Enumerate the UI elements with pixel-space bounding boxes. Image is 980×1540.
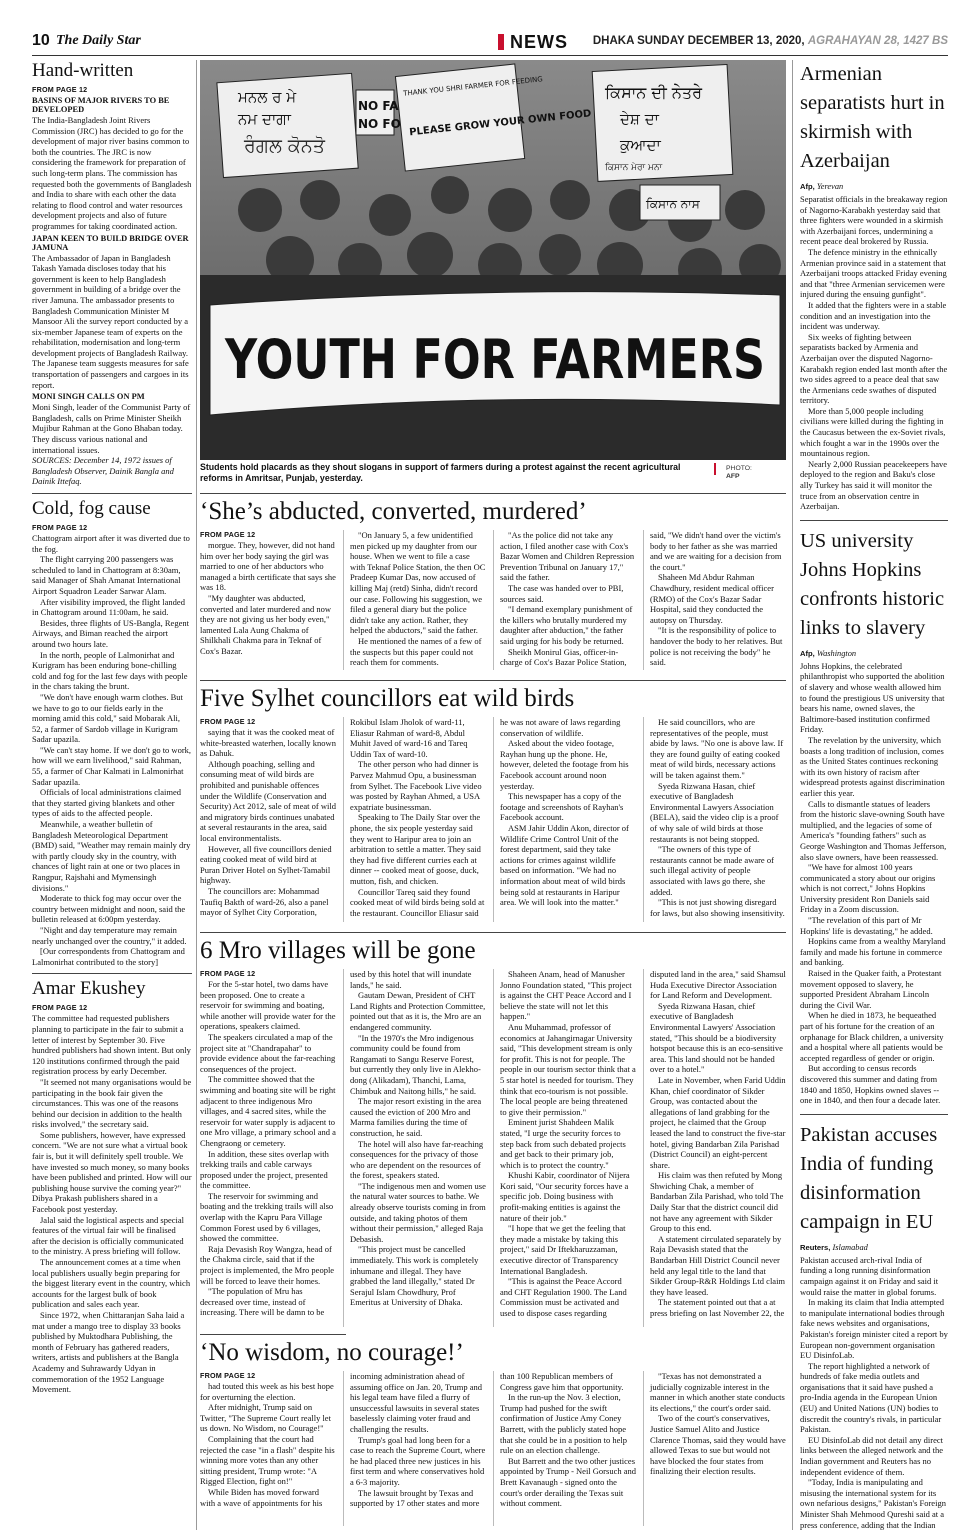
paragraph: The speakers circulated a map of the project site at "Chandrapahar" to provide evidence about the far-reaching consequences of the project. — [200, 1031, 336, 1074]
placard-text: ਦੇਸ਼ ਦਾ — [620, 110, 659, 128]
paragraph: "We can't stay home. If we don't go to work, how will we earn livelihood," said Rahman, 55, a farmer of Char Kalmati in Lalmonirhat Sadar upazila. — [32, 744, 192, 787]
paragraph: Raja Devasish Roy Wangza, head of the Chakma circle, said that if the project is implemented, the Mro people will be forced to leave their homes. — [200, 1243, 335, 1286]
sources-note: SOURCES: December 14, 1972 issues of Bangladesh Observer, Dainik Bangla and Dainik Ittefaq. — [32, 455, 174, 487]
dateline: DHAKA SUNDAY DECEMBER 13, 2020, AGRAHAYAN 28, 1427 BS — [592, 35, 948, 47]
divider — [32, 493, 192, 494]
paragraph: Speaking to The Daily Star over the phone, the six people yesterday said they went to Haripur area to join an arbitration to settle a matter. They said they had five different curries each at dinner -- cooked meat of goose, duck, mutton, fish, and chicken. — [350, 812, 481, 886]
paragraph: "Today, India is manipulating and misusing the international system for its own nefarious designs," Pakistan's Foreign Minister Shah Mehmood Qureshi said at a press conference, adding that the Indian — [800, 1477, 946, 1530]
paragraph: The flight carrying 200 passengers was scheduled to land in Chattogram at 8:30am, said Manager of Shah Amanat International Airport Squadron Leader Sarwar Alam. — [32, 554, 181, 596]
photo-credit: PHOTO: AFP — [726, 465, 752, 480]
paragraph: "On January 5, a few unidentified men picked up my daughter from our house. When we went to file a case with Teknaf Police Station, the then OC Pradeep Kumar Das, now accused of killing Maj (retd) Sinha, didn't record our case. Following his suggestion, we filed a general diary but the police didn't take any action. Rather, they helped the abductors," said the father. — [350, 530, 486, 636]
paragraph: This newspaper has a copy of the footage and screenshots of Rayhan's Facebook account. — [500, 791, 624, 823]
paragraph: Syeda Rizwana Hasan, chief executive of Bangladesh Environmental Lawyers' Association stated, "This should be a biodiversity hotspot because this is an eco-sensitive area. This land should not be handed over to a hotel." — [650, 1000, 783, 1075]
paragraph: had touted this week as his best hope for overturning the election. — [200, 1381, 334, 1402]
column-rule — [792, 60, 793, 1530]
from-page: FROM PAGE 12 — [200, 717, 256, 726]
paragraph: The hotel will also have far-reaching consequences for the privacy of those who are dependent on the resources of the forest, speakers stated. — [350, 1138, 484, 1181]
paragraph: Pakistan accused arch-rival India of funding a long running disinformation campaign against it on Friday and said it would raise the matter in global forums. — [800, 1254, 939, 1297]
paragraph: The councillors are: Mohammad Taufiq Bakth of ward-26, also a panel mayor of Sylhet City Corporation, Rokibul Islam Jholok of ward-11, Eliasur Rahman of ward-8, Abdul Muhit Javed of ward-16 and Tareq Uddin Tax of ward-10. — [200, 717, 468, 918]
story-pakistan — [800, 1121, 948, 1530]
paragraph: The case was handed over to PBI, sources said. — [500, 582, 624, 604]
from-page: FROM PAGE 12 — [32, 85, 88, 94]
paragraph: In making its claim that India attempted to manipulate international bodies through fake news websites and organisations, Pakistan's foreign minister cited a report by European non-government organisation EU DisinfoLab. — [800, 1297, 948, 1361]
paragraph: Chattogram airport after it was diverted due to the fog. — [32, 533, 190, 554]
right-column — [800, 60, 948, 1530]
paragraph: "My daughter was abducted, converted and later murdered and now they are not giving us her body even," lamented Lala Aung Chakma of Shilkhali Chakma para in Teknaf of Cox's Bazar. — [200, 592, 331, 656]
paragraph: It added that the fighters were in a stable condition and an investigation into the incident was underway. — [800, 299, 947, 332]
paragraph: "Texas has not demonstrated a judicially cognizable interest in the manner in which another state conducts its elections," the court's order said. — [650, 1371, 785, 1413]
headline-hopkins: US university Johns Hopkins confronts historic links to slavery — [800, 529, 945, 639]
divider — [200, 1334, 346, 1335]
divider — [200, 932, 786, 933]
headline-armenian: Armenian separatists hurt in skirmish with Azerbaijan — [800, 63, 945, 172]
paragraph: Complaining that the court had rejected the case "in a flash" despite his winning more votes than any other sitting president, Trump wrote: "A Rigged Election, fight on!" — [200, 1433, 335, 1487]
placard-text: ਕਿਸਾਨ ਮੇਰਾ ਮਨਾ — [605, 163, 663, 173]
divider — [800, 1114, 948, 1115]
paragraph: Anu Muhammad, professor of economics at Jahangirnagar University said, "This development stream is only for profit. This is not for people. The people in our tourism sector think that a 5 star hotel is needed for tourism. They think that eco-tourism is not possible. The local people are being threatened to give their permission." — [500, 1021, 636, 1117]
headline-handwritten: Hand-written — [32, 60, 134, 81]
placard-text: ਕਿਸਾਨ ਨਾਸ — [646, 197, 700, 211]
paragraph: The reservoir for swimming and boating and the trekking trails will also overlap with the Kapru Para Village Common Forest used by 6 villages, showed the committee. — [200, 1190, 334, 1244]
paragraph: Raised in the Quaker faith, a Protestant movement opposed to slavery, he supported President Abraham Lincoln during the Civil War. — [800, 968, 942, 1010]
placard-text: PLEASE GROW YOUR OWN FOOD — [408, 108, 592, 139]
protest-photo — [200, 60, 786, 460]
paragraph: After midnight, Trump said on Twitter, "The Supreme Court really let us down. No Wisdom, no Courage!" — [200, 1402, 331, 1434]
placard-text: ਕੁਆਦਾ — [620, 136, 661, 154]
subhead: MONI SINGH CALLS ON PM — [32, 392, 145, 402]
photo-caption: Students hold placards as they shout slogans in support of farmers during a protest against the recent agricultural reforms in Amritsar, Punjab, yesterday. — [200, 462, 681, 484]
paragraph: Officials of local administrations claimed that they started giving blankets and other types of aids to the affected people. — [32, 787, 181, 819]
paragraph: "In the 1970's the Mro indigenous community could be found from Rangamati to Sangu Reserve Forest, but currently they only live in Alekho-dong (Alikadam), Thanchi, Lama, Chimbuk and Naitong hills," he said. — [350, 1032, 481, 1096]
paragraph: More than 5,000 people including civilians were killed during the fighting in the Caucasus between the ex-Soviet rivals, which fought a war in the 1990s over the mountainous region. — [800, 405, 946, 459]
paragraph: The committee had requested publishers planning to participate in the fair to submit a letter of interest by September 30. Five hundred publishers had shown intent. But only 120 institutions confirmed through the paid registration process by early December. — [32, 1013, 191, 1077]
paragraph: Shaheen Md Abdur Rahman Chawdhury, resident medical officer (RMO) of the Cox's Bazar Sadar Hospital, said they conducted the autopsy on Thursday. — [650, 572, 774, 625]
headline-mro: 6 Mro villages will be gone — [200, 937, 476, 964]
placard-text: ਮਨਲ ਰ ਮੇ — [238, 88, 297, 106]
paragraph: morgue. They, however, did not hand him over her body saying the girl was married to one of her abductors who managed a birth certificate that says she was 18. — [200, 540, 336, 593]
paragraph: "The owners of this type of restaurants cannot be made aware of such illegal activity of people associated with laws go there, she added. — [650, 844, 774, 897]
placard-text: NO FO — [358, 117, 401, 131]
paragraph: Jalal said the logistical aspects and special features of the virtual fair will be finalised after the decision is officially communicated to the ministry. A press briefing will follow. — [32, 1214, 184, 1257]
paragraph: Since 1972, when Chittaranjan Saha laid a mat under a mango tree to display 33 books published by Muktodhara Publishing, the month of February has gathered readers, writers, artists and publishers at the Bangla Academy and Suhrawardy Udyan in commemoration of the 1952 Language Movement. — [32, 1309, 185, 1395]
paragraph: While Biden has moved forward with a wave of appointments for his incoming administration ahead of assuming office on Jan. 20, Trump and his legal team have filed a flurry of unsuccessful lawsuits in several states baselessly claiming voter fraud and challenging the results. — [200, 1371, 483, 1508]
paragraph: In addition, these sites overlap with trekking trails and cable carways proposed under the project, presented the committee. — [200, 1148, 329, 1191]
paragraph: "This is against the Peace Accord and CHT Regulation 1900. The Land Commission must be activated and used to dispose cases regarding disputed land in the area," said Shamsul Huda Executive Director Association for Land Reform and Development. — [500, 969, 786, 1318]
paragraph: For the 5-star hotel, two dams have been proposed. One to create a reservoir for swimming and boating, while another will provide water for the operations, speakers claimed. — [200, 979, 336, 1032]
paragraph: Although poaching, selling and consuming meat of wild birds are prohibited and punishable offences under the Wildlife (Conservation and Security) Act 2012, sale of meat of wild and migratory birds continues unabated at several restaurants in the area, said local environmentalists. — [200, 758, 336, 843]
column-rule — [196, 60, 197, 1530]
paragraph: "As the police did not take any action, I filed another case with Cox's Bazar Women and Children Repression Prevention Tribunal on January 17," said the father. — [500, 530, 635, 583]
paragraph: Sheikh Monirul Gias, officer-in-charge of Cox's Bazar Police Station, said, "We didn't hand over the victim's body to her father as she was married and we are waiting for a decision from the court." — [500, 530, 782, 668]
paragraph: "I hope that we get the feeling that they made a mistake by taking this project," said Dr Iftekharuzzaman, executive director of Transparency International Bangladesh. — [500, 1223, 626, 1276]
divider — [32, 973, 192, 974]
paragraph: Two of the court's conservatives, Justice Samuel Alito and Justice Clarence Thomas, said they would have allowed Texas to sue but would not have blocked the four states from finalizing their election results. — [650, 1413, 786, 1477]
paragraph: His claim was then refuted by Mong Shwiching Chak, a member of Bandarban Zila Parishad, who told The Daily Star that the district council did not have any agreement with Sikder Group to this end. — [650, 1170, 784, 1234]
byline: Afp, Yerevan — [800, 182, 844, 191]
headline-sylhet: Five Sylhet councillors eat wild birds — [200, 685, 575, 712]
paragraph: Trump's goal had long been for a case to reach the Supreme Court, where he had placed three new justices in his first term and where conservatives hold a 6-3 majority. — [350, 1434, 486, 1487]
paragraph: Hopkins came from a wealthy Maryland family and made his fortune in commerce and banking. — [800, 936, 946, 968]
paragraph: The statement pointed out that a at press briefing on last November 22, the — [650, 1297, 785, 1318]
paragraph: The defence ministry in the ethnically Armenian province said in a statement that Azerbaijani troops attacked Friday evening and that "three Armenian servicemen were injured during the ensuing gunfight". — [800, 246, 947, 300]
paragraph: The announcement comes at a time when local publishers usually begin preparing for the biggest literary event in the country, which accounts for the largest bulk of book publication and sales each year. — [32, 1257, 191, 1310]
headline-amar-ekushey: Amar Ekushey — [32, 978, 146, 1000]
paragraph: "Night and day temperature may remain nearly unchanged over the country," it added. — [32, 924, 187, 946]
paragraph: Besides, three flights of US-Bangla, Regent Airways, and Biman reached the airport around two hours late. — [32, 617, 189, 649]
paragraph: After visibility improved, the flight landed in Chattogram around 11:00am, he said. — [32, 596, 185, 618]
paragraph: Syeda Rizwana Hasan, chief executive of Bangladesh Environmental Lawyers Association (BELA), said the video clip is a proof of why sale of wild birds at those restaurants is not being stopped. — [650, 780, 779, 844]
placard-text: ਨਮ ਦਾਗਾ — [238, 110, 291, 128]
paragraph: The India-Bangladesh Joint Rivers Commission (JRC) has decided to go for the development of major river basins common to both the countries. The JRC is now considering the framework for preparation of such long-term plans. The commission has requested both the governments of Bangladesh and India to share with each other the data relating to flood control and water resources development projects and also of future programmes for taking coordinated action. — [32, 115, 192, 231]
divider — [200, 493, 786, 494]
paragraph: [Our correspondents from Chattogram and Lalmonirhat contributed to the story] — [32, 946, 185, 967]
paragraph: EU DisinfoLab did not detail any direct links between the alleged network and the Indian government and Reuters has no independent evidence of them. — [800, 1434, 944, 1477]
story-sylhet — [200, 684, 786, 929]
paragraph: In the run-up the Nov. 3 election, Trump had pushed for the swift confirmation of Justice Amy Coney Barrett, with the publicly stated hope that she could be in a position to help rule on an election challenge. — [500, 1392, 628, 1456]
from-page: FROM PAGE 12 — [200, 530, 256, 539]
caption-marker — [714, 463, 716, 475]
paragraph: "The indigenous men and women use the natural water sources to bathe. We already observe tourists coming in from outside, and taking photos of them without their permission," alleged Raja Debasish. — [350, 1180, 486, 1244]
from-page: FROM PAGE 12 — [32, 523, 88, 532]
paragraph: Asked about the video footage, Rayhan hung up the phone. He, however, deleted the footage from his Facebook account around noon yesterday. — [500, 738, 629, 791]
paragraph: Gautam Dewan, President of CHT Land Rights and Protection Committee, pointed out that as it is, the Mro are an endangered community. — [350, 990, 486, 1032]
masthead-logo: The Daily Star — [56, 33, 141, 48]
paragraph: "The revelation of this part of Mr Hopkins' life is devastating," he added. — [800, 915, 933, 936]
from-page: FROM PAGE 12 — [200, 969, 256, 978]
from-page: FROM PAGE 12 — [200, 1371, 256, 1380]
story-mro — [200, 936, 786, 1332]
paragraph: Calls to dismantle statues of leaders from the historic slave-owning South have multiplied, and the legacies of some of America's "founding fathers" such as George Washington and Thomas Jefferson, also slave owners, have been reassessed. — [800, 798, 947, 862]
paragraph: But Barrett and the two other justices appointed by Trump - Neil Gorsuch and Brett Kavanaugh - signed onto the court's order derailing the Texas suit without comment. — [500, 1455, 636, 1509]
story-abducted — [200, 497, 786, 677]
paragraph: "I demand exemplary punishment of the killers who brutally murdered my daughter after abduction," the father said urging for his body be returned. — [500, 604, 633, 646]
placard-text: NO FA — [358, 99, 399, 113]
paragraph: When he died in 1873, he bequeathed part of his fortune for the creation of an orphanage for Black children, a university and a hospital where all patients would be accepted regardless of gender or origin. — [800, 1010, 944, 1063]
subhead: JAPAN KEEN TO BUILD BRIDGE OVER JAMUNA — [32, 233, 189, 252]
subhead: BASINS OF MAJOR RIVERS TO BE DEVELOPED — [32, 96, 170, 114]
page-number: 10 — [32, 32, 50, 49]
paragraph: A statement circulated separately by Raja Devasish stated that the Bandarban Hill District Council never held any legal title to the land that Sikder Group-R&R Holdings Ltd claim they have leased. — [650, 1233, 786, 1297]
paragraph: The report highlighted a network of hundreds of fake media outlets and organisations that it said have pushed a pro-India agenda in the European Union (EU) and United Nations (UN) bodies to discredit the country's rivals, in particular Pakistan. — [800, 1360, 942, 1435]
placard-text: THANK YOU SHRI FARMER FOR FEEDING — [402, 75, 544, 98]
paragraph: Khushi Kabir, coordinator of Nijera Kori said, "Our security forces have a specific job. Doing business with profit-making entities is against the nature of their job." — [500, 1170, 630, 1223]
paragraph: Separatist officials in the breakaway region of Nagorno-Karabakh yesterday said that three fighters were wounded in a skirmish with Azerbaijani forces, undermining a recent peace deal brokered by Russia. — [800, 194, 948, 247]
paragraph: But according to census records discovered this summer and dating from 1840 and 1850, Hopkins owned slaves -- one in 1840, and then four a decade later. — [800, 1063, 941, 1106]
paragraph: Late in November, when Farid Uddin Khan, chief coordinator of Sikder Group, was contacted about the allegations of land grabbing for the project, he claimed that the Group leased the land to construct the five-star hotel, giving Bandarban Zila Parishad (District Council) an eight-percent share. — [650, 1074, 786, 1170]
photo-illustration — [200, 60, 786, 460]
story-handwritten — [32, 60, 192, 487]
paragraph: The Ambassador of Japan in Bangladesh Takash Yamada discloses today that his government is keen to help Bangladesh government in building of a bridge over the river Jamuna. The ambassador presents to Bangladesh Communication Minister M Mansoor Ali the survey report conducted by a six-member Japanese team of experts on the rehabilitation, modernisation and long-term development projects of Bangladesh Railway. The Japanese team suggests measures for safe transportation of passengers and cargoes in its report. — [32, 252, 189, 390]
headline-abducted: ‘She’s abducted, converted, murdered’ — [200, 498, 587, 525]
paragraph: ASM Jahir Uddin Akon, director of Wildlife Crime Control Unit of the forest department, said they take actions for crimes against wildlife based on information. "We had no information about meat of wild birds being sold at restaurants in Haripur area. We will look into the matter." — [500, 822, 629, 908]
banner — [210, 292, 780, 415]
paragraph: Six weeks of fighting between separatists backed by Armenia and Azerbaijan over the disputed Nagorno-Karabakh region ended last month after the two sides agreed to a peace deal that saw the Armenians cede swathes of disputed territory. — [800, 331, 948, 406]
headline-courage: ‘No wisdom, no courage!’ — [200, 1339, 464, 1366]
paragraph: Nearly 2,000 Russian peacekeepers have deployed to the region and Baku's close ally Turkey has said it will monitor the truce from an observation centre in Azerbaijan. — [800, 458, 948, 512]
paragraph: "This project must be cancelled immediately. This work is completely inhumane and illegal. They have grabbed the land illegally," stated Dr Serajul Islam Chowdhury, Prof Emeritus at University of Dhaka. — [350, 1244, 479, 1308]
from-page: FROM PAGE 12 — [32, 1003, 88, 1013]
paragraph: "It is the responsibility of police to handover the body to her relatives. But police is not receiving the body" he said. — [650, 625, 783, 668]
page-header — [32, 32, 948, 54]
placard-text: ਕਿਸਾਨ ਦੀ ਨੇਤਰੇ — [605, 83, 703, 102]
paragraph: He mentioned the names of a few of the suspects but this paper could not reach them for comments. — [350, 635, 482, 668]
header-rule — [32, 55, 948, 56]
byline: Reuters, Islamabad — [800, 1242, 868, 1252]
story-courage — [200, 1338, 786, 1530]
byline: Afp, Washington — [800, 648, 857, 658]
paragraph: Shaheen Anam, head of Manusher Jonno Foundation stated, "This project is against the CHT Peace Accord and I believe the state will not let this happen." — [500, 969, 632, 1022]
section-label: NEWS — [498, 32, 568, 53]
story-hopkins — [800, 527, 948, 1106]
paragraph: He said councillors, who are representatives of the people, must abide by laws. "No one is above law. If they are found guilty of eating cooked meat of wild birds, necessary actions will be taken against them." — [650, 717, 784, 780]
story-cold-fog — [32, 498, 192, 967]
paragraph: Some publishers, however, have expressed concern. "We are not sure what a virtual book fair is, but it will definitely spell trouble. We have invested so much money, so many books have been published and printed. How will our publishing house survive the coming year?" Dibya Prakash publishers shared in a Facebook post yesterday. — [32, 1129, 192, 1215]
left-column — [32, 60, 192, 1530]
story-amar-ekushey — [32, 978, 192, 1394]
story-armenian — [800, 60, 948, 512]
paragraph: The revelation by the university, which boasts a long tradition of inclusion, comes as the United States continues reckoning with its own history of racism after widespread protests against discrimination earlier this year. — [800, 734, 945, 798]
paragraph: "It seemed not many organisations would be participating in the book fair given the circumstances. This was one of the reasons behind our decision in addition to the health risks involved," the secretary said. — [32, 1076, 192, 1130]
banner-text: YOUTH FOR FARMERS — [224, 328, 765, 391]
headline-cold-fog: Cold, fog cause — [32, 498, 151, 519]
divider — [200, 680, 786, 681]
headline-pakistan: Pakistan accuses India of funding disinformation campaign in EU — [800, 1123, 938, 1233]
paragraph: Councillor Tareq said they found cooked meat of wild birds being sold at the restaurant. Councillor Eliasur said he was not aware of laws regarding conservation of wildlife. — [350, 717, 621, 918]
paragraph: Moni Singh, leader of the Communist Party of Bangladesh, calls on Prime Minister Sheikh Mujibur Rahman at the Gono Bhaban today. They discuss various national and international issues. — [32, 402, 191, 455]
paragraph: "The population of Mru has decreased over time, instead of increasing. There will be damn to be used by this hotel that will inundate lands," he said. — [200, 969, 472, 1318]
paragraph: Meanwhile, a weather bulletin of Bangladesh Meteorological Department (BMD) said, "Weather may remain mainly dry with partly cloudy sky in the country, with chances of light rain at one or two places in Rangpur, Rajshahi and Mymensingh divisions." — [32, 819, 191, 893]
paragraph: Moderate to thick fog may occur over the country between midnight and noon, said the bulletin released at 6:00pm yesterday. — [32, 893, 186, 925]
paragraph: The major resort existing in the area caused the eviction of 200 Mro and Marma families during the time of construction, he said. — [350, 1096, 482, 1138]
paragraph: "We have for almost 100 years communicated a story about our origins which is not correct," Johns Hopkins University president Ron Daniels said Friday in a Zoom discussion. — [800, 862, 936, 915]
paragraph: Eminent jurist Shahdeen Malik stated, "I urge the security forces to step back from such debated projects and get back to their primary job, which is to protect the country." — [500, 1117, 626, 1170]
paragraph: The other person who had dinner is Parvez Mahmud Opu, a businessman from Sylhet. The Facebook Live video was posted by Rayhan Ahmed, a USA expatriate businessman. — [350, 759, 482, 812]
paragraph: The lawsuit brought by Texas and supported by 17 other states and more than 100 Republican members of Congress gave him that opportunity. — [350, 1371, 624, 1509]
paragraph: However, all five councillors denied eating cooked meat of wild bird at Puran Driver Hotel on Sylhet-Tamabil highway. — [200, 843, 332, 886]
paragraph: Johns Hopkins, the celebrated philanthropist who supported the abolition of slavery and whose wealth allowed him to found the prestigious US university that bears his name, owned slaves, the Baltimore-based institution confirmed Friday. — [800, 660, 945, 735]
paragraph: "We don't have enough warm clothes. But we have to go to our fields early in the morning amid this cold," said Mobarak Ali, 52, a farmer of Sardob village in Kurigram Sadar upazila. — [32, 691, 183, 745]
divider — [800, 520, 948, 521]
paragraph: The committee showed that the swimming and boating site will be right adjacent to three indigenous Mro villages, and 4 sacred sites, while the reservoir for water supply is adjacent to one Mro village, a primary school and a Chengraong or cemetery. — [200, 1074, 336, 1148]
paragraph: "This is not just showing disregard for laws, but also showing insensitivity. — [650, 897, 785, 918]
paragraph: saying that it was the cooked meat of white-breasted waterhen, locally known as Dahuk. — [200, 727, 336, 759]
placard-text: ਰੰਗਲ ਕੋਨਤੋ — [244, 135, 325, 157]
paragraph: In the north, people of Lalmonirhat and Kurigram has been enduring bone-chilling cold and fog for the last few days with people in the chars taking the brunt. — [32, 649, 188, 692]
